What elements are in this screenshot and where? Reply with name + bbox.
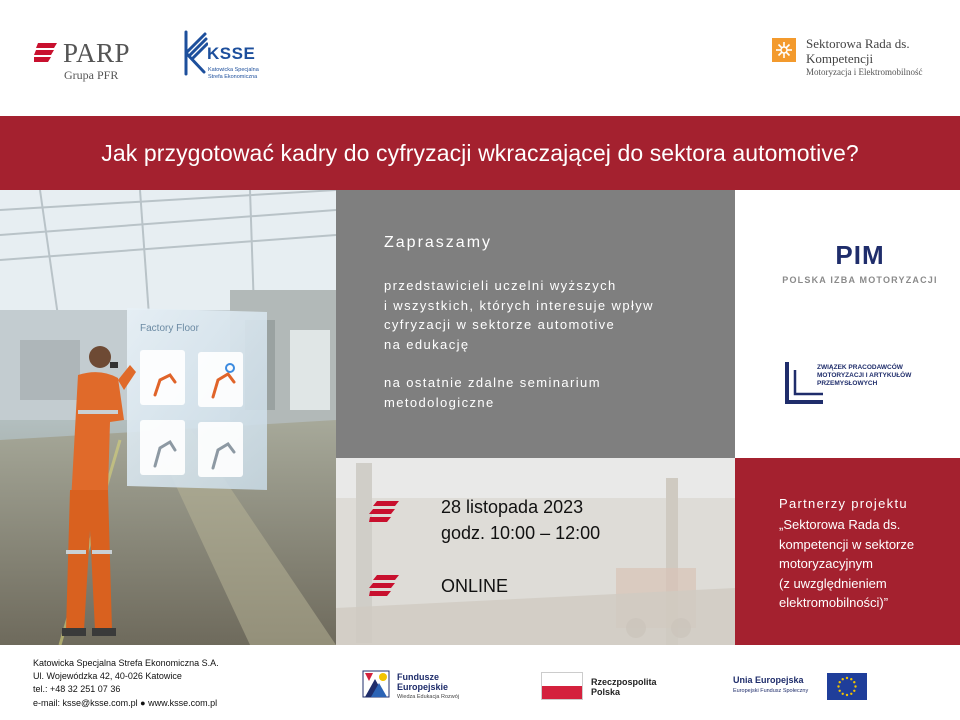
fundusze-europejskie-mark-icon [361, 667, 391, 701]
pim-abbr: PIM [835, 240, 885, 270]
event-time: godz. 10:00 – 12:00 [441, 523, 601, 543]
pim-name: POLSKA IZBA MOTORYZACJI [782, 275, 938, 285]
sektorowa-rada-title: Sektorowa Rada ds. Kompetencji [806, 36, 910, 66]
parp-logo [34, 40, 154, 86]
invitation-heading: Zapraszamy [384, 234, 493, 251]
partners-heading: Partnerzy projektu [779, 496, 908, 511]
ksse-subtitle: Katowicka Specjalna Strefa Ekonomiczna [208, 67, 259, 80]
fe-name-line: Europejskie [397, 681, 449, 692]
partners-line: „Sektorowa Rada ds. [779, 517, 901, 532]
partners-panel [735, 458, 960, 645]
contact-line: e-mail: ksse@ksse.com.pl ● www.ksse.com.pl [33, 697, 218, 708]
partners-line: motoryzacyjnym [779, 556, 873, 571]
sektorowa-rada-logo [772, 36, 942, 82]
event-date-block [441, 494, 600, 546]
ksse-logo [180, 30, 270, 92]
factory-photo [0, 190, 336, 645]
polish-flag-icon [541, 672, 583, 700]
invitation-line: na edukację [384, 336, 470, 352]
event-details-panel [336, 458, 735, 645]
partners-line: elektromobilności)” [779, 595, 889, 610]
fundusze-europejskie-logo [361, 667, 471, 703]
fe-name-line: Fundusze [397, 672, 439, 682]
zpm-logo [785, 360, 955, 406]
zpm-name-line: PRZEMYSŁOWYCH [817, 380, 878, 387]
ksse-mark-icon [180, 30, 208, 76]
unia-europejska-name: Unia Europejska [733, 675, 804, 685]
parp-subtitle: Grupa PFR [64, 68, 119, 82]
page-title: Jak przygotować kadry do cyfryzacji wkraczającej do sektora automotive? [101, 139, 859, 166]
invitation-line: cyfryzacji w sektorze automotive [384, 317, 616, 332]
event-date: 28 listopada 2023 [441, 497, 584, 517]
ksse-name: KSSE [207, 44, 256, 63]
online-bullet-icon [369, 574, 399, 600]
zpm-name [817, 364, 911, 388]
contact-line: tel.: +48 32 251 07 36 [33, 684, 121, 695]
zpm-name-line: MOTORYZACJI I ARTYKUŁÓW [817, 372, 912, 379]
invitation-text [384, 276, 654, 412]
contact-line: Katowicka Specjalna Strefa Ekonomiczna S.A. [33, 658, 219, 668]
parp-mark-icon [34, 42, 58, 64]
rzeczpospolita-polska-logo [541, 672, 671, 702]
rp-name-line: Rzeczpospolita [591, 677, 657, 687]
eu-flag-icon [827, 673, 867, 700]
parp-name: PARP [63, 38, 131, 68]
footer-contact [33, 657, 219, 710]
title-band [0, 116, 960, 190]
zpm-name-line: ZWIĄZEK PRACODAWCÓW [817, 364, 903, 371]
unia-europejska-subtitle: Europejski Fundusz Społeczny [733, 688, 809, 694]
event-format: ONLINE [441, 576, 509, 596]
invitation-line: i wszystkich, których interesuje wpływ [384, 297, 654, 313]
fundusze-europejskie-name [397, 673, 448, 692]
invitation-line: metodologiczne [384, 394, 495, 410]
screen-label: Factory Floor [140, 323, 199, 334]
invitation-line: przedstawicieli uczelni wyższych [384, 278, 617, 293]
partners-line: (z uwzględnieniem [779, 575, 887, 591]
partners-line: kompetencji w sektorze [779, 536, 915, 552]
event-background-illustration [336, 458, 735, 645]
invitation-panel [336, 190, 735, 458]
sektorowa-rada-subtitle: Motoryzacja i Elektromobilność [806, 67, 923, 77]
date-bullet-icon [369, 500, 399, 526]
unia-europejska-logo [733, 672, 873, 702]
rp-name-line: Polska [591, 687, 621, 697]
contact-line: Ul. Wojewódzka 42, 40-026 Katowice [33, 671, 182, 682]
fundusze-europejskie-subtitle: Wiedza Edukacja Rozwój [397, 694, 460, 700]
factory-scene-illustration [0, 190, 336, 645]
rzeczpospolita-polska-name [591, 677, 657, 697]
pim-logo [765, 240, 955, 290]
partners-text [779, 515, 914, 613]
invitation-line: na ostatnie zdalne seminarium [384, 375, 601, 390]
partner-logos-panel [735, 190, 960, 458]
sektorowa-rada-mark-icon [772, 38, 796, 62]
